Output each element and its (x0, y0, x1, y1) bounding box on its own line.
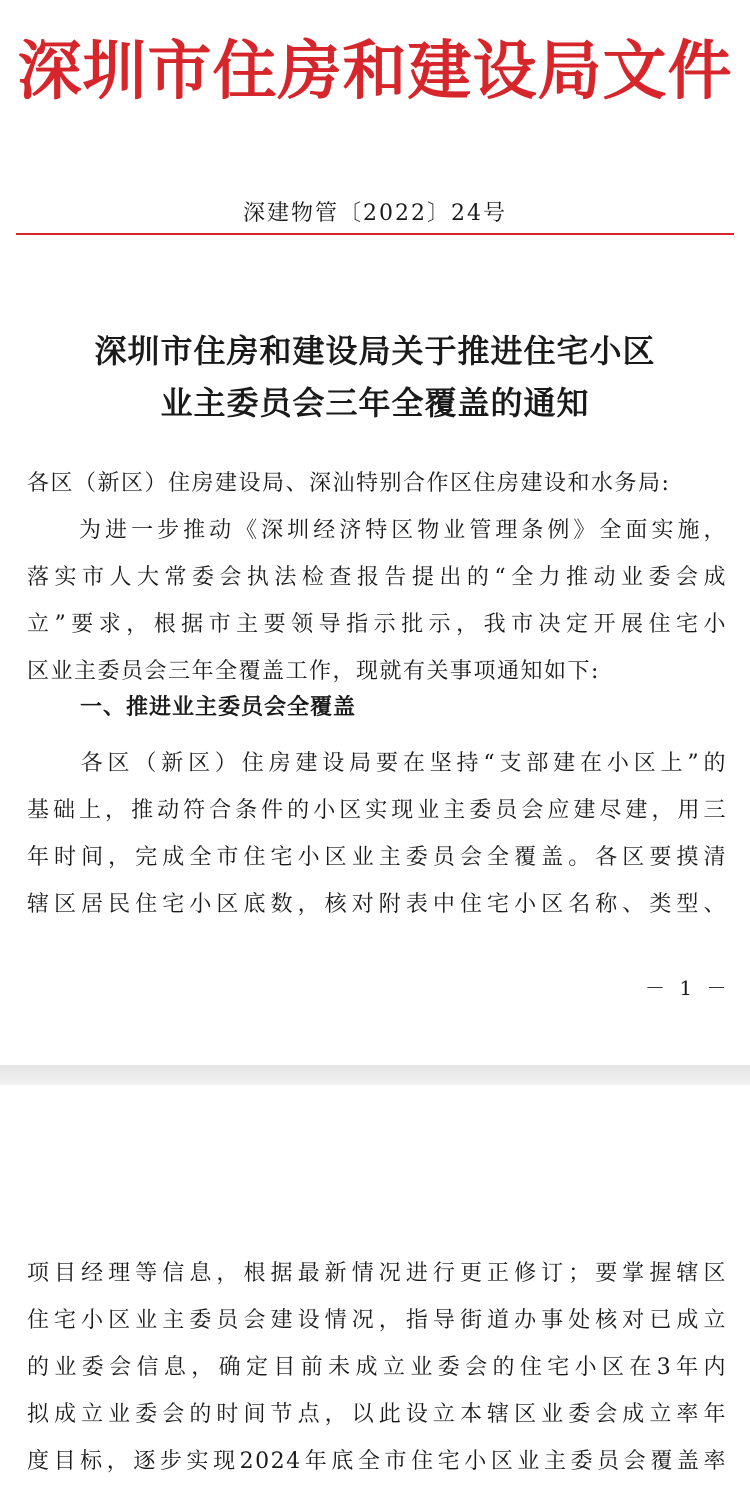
paragraph-line: 为进一步推动《深圳经济特区物业管理条例》全面实施， (27, 518, 727, 543)
masthead-title: 深圳市住房和建设局文件 (17, 34, 733, 109)
continued-paragraph (27, 1250, 727, 1485)
paragraph-line: 立”要求，根据市主要领导指示批示，我市决定开展住宅小 (27, 612, 727, 637)
page-number: － 1 － (645, 976, 731, 1000)
paragraph-line: 基础上，推动符合条件的小区实现业主委员会应建尽建，用三 (27, 798, 727, 823)
document-page-2 (0, 1085, 750, 1500)
paragraph-line: 住宅小区业主委员会建设情况，指导街道办事处核对已成立 (27, 1308, 727, 1333)
red-divider (16, 233, 734, 235)
addressee: 各区（新区）住房建设局、深汕特别合作区住房建设和水务局: (27, 471, 671, 496)
document-number: 深建物管〔2022〕24号 (243, 201, 507, 226)
paragraph-line: 的业委会信息，确定目前未成立业委会的住宅小区在3年内 (27, 1355, 727, 1380)
notice-title-line-1: 深圳市住房和建设局关于推进住宅小区 (94, 332, 656, 370)
page-separator (0, 1065, 750, 1085)
paragraph-line: 年时间，完成全市住宅小区业主委员会全覆盖。各区要摸清 (27, 845, 727, 870)
section1-paragraph (27, 740, 727, 928)
paragraph-line: 项目经理等信息，根据最新情况进行更正修订；要掌握辖区 (27, 1261, 727, 1286)
notice-title-line-2: 业主委员会三年全覆盖的通知 (160, 384, 590, 422)
paragraph-line: 各区（新区）住房建设局要在坚持“支部建在小区上”的 (27, 751, 727, 776)
paragraph-line: 度目标，逐步实现2024年底全市住宅小区业主委员会覆盖率 (27, 1449, 727, 1474)
paragraph-line: 拟成立业委会的时间节点，以此设立本辖区业委会成立率年 (27, 1402, 727, 1427)
intro-paragraph (27, 507, 727, 695)
paragraph-line: 区业主委员会三年全覆盖工作，现就有关事项通知如下: (27, 659, 600, 684)
paragraph-line: 落实市人大常委会执法检查报告提出的“全力推动业委会成 (27, 565, 727, 590)
section-heading: 一、推进业主委员会全覆盖 (80, 695, 357, 720)
paragraph-line: 辖区居民住宅小区底数，核对附表中住宅小区名称、类型、 (27, 892, 727, 917)
